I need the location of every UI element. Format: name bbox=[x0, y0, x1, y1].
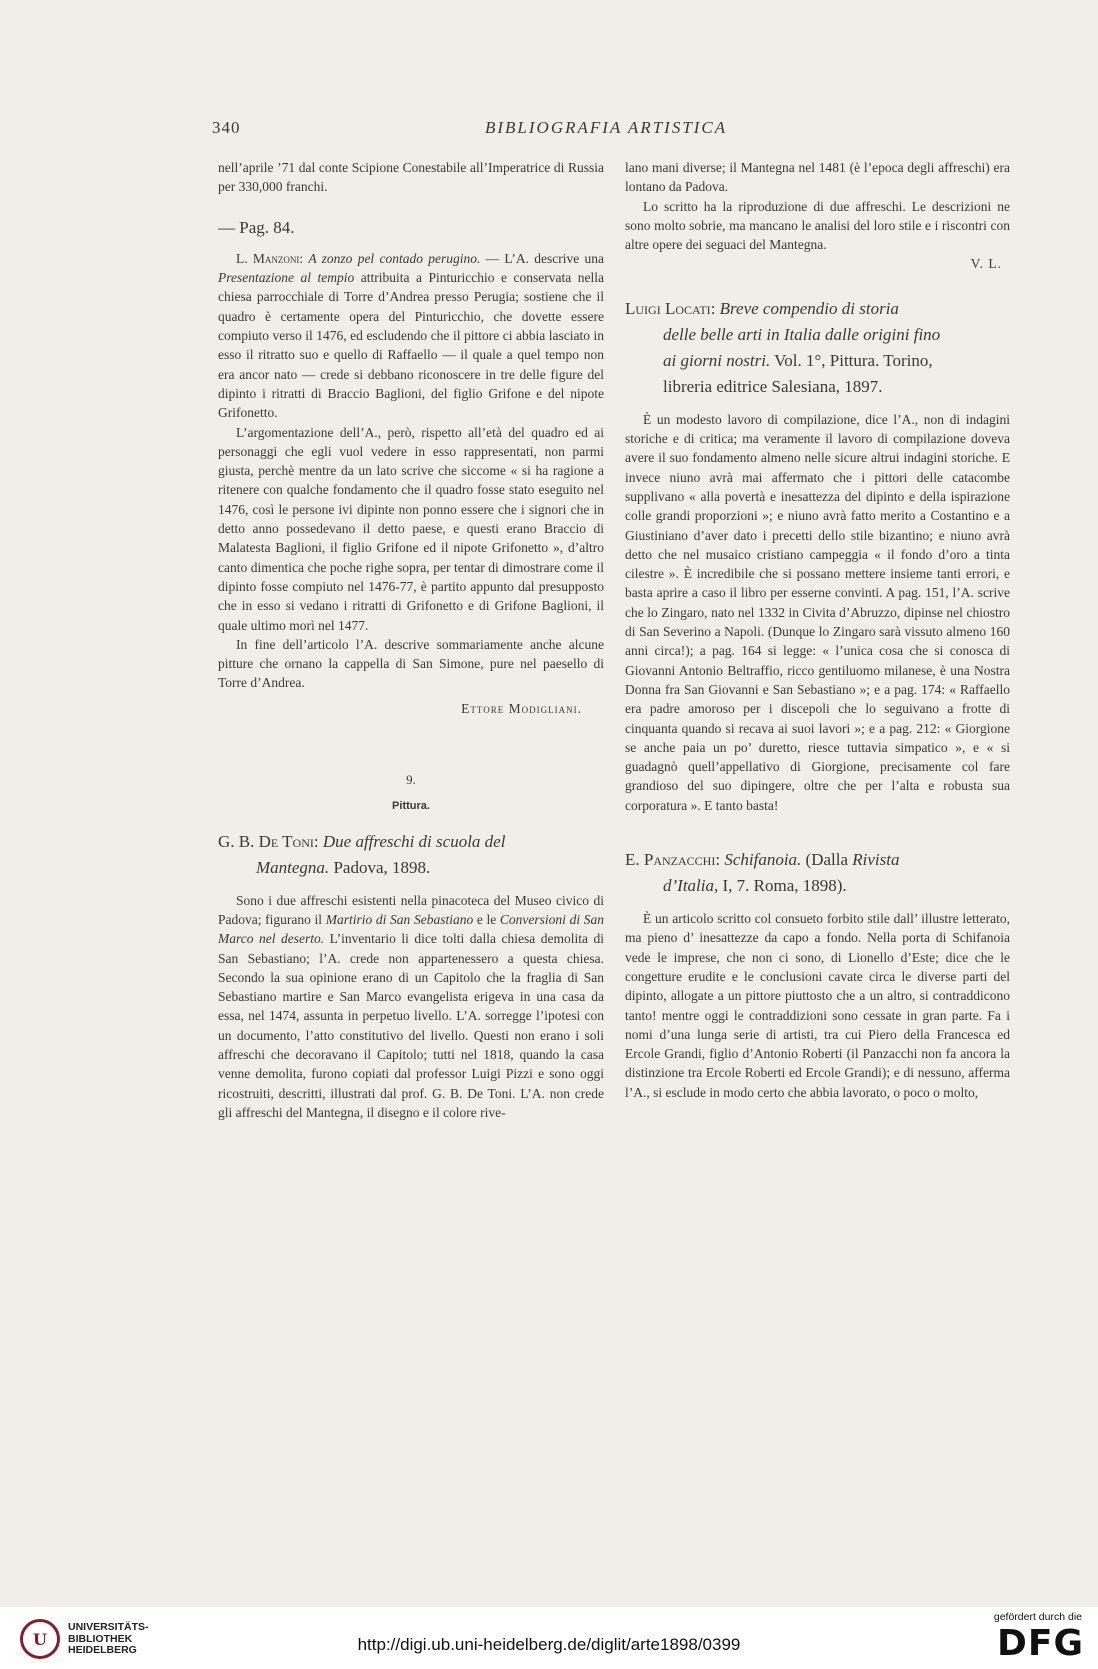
heading-continuation bbox=[625, 348, 1010, 374]
heading-continuation bbox=[218, 855, 604, 881]
author-name: G. B. De Toni bbox=[218, 831, 314, 851]
work-title: ai giorni nostri. bbox=[663, 350, 771, 370]
paragraph: nell’aprile ’71 dal conte Scipione Conestabile all’Imperatrice di Russia per 330,000 franchi. bbox=[218, 160, 604, 195]
work-title: Conversioni di San Marco nel deserto. bbox=[218, 911, 604, 947]
footer-bar bbox=[0, 1607, 1098, 1669]
text-run: L’inventario li dice tolti dalla chiesa demolita di San Sebastiano; l’A. crede non appartenessero a questa chiesa. Secondo la sua opinione erano di un Capitolo che la fraglia di San Sebastiano martire e San Marco evangelista erigeva in una casa da essa, nel 1474, assunta in perpetuo livello. L’A. sorregge l’ipotesi con un documento, l’atto constitutivo del livello. Questi non erano i soli affreschi che decoravano il Capitolo; tutti nel 1818, quando la casa venne demolita, furono copiati dal professor Luigi Pizzi e sono oggi ricostruiti, descritti, illustrati dal prof. G. B. De Toni. L’A. non crede gli affreschi del Mantegna, il disegno e il colore rive- bbox=[218, 931, 604, 1120]
paragraph: È un modesto lavoro di compilazione, dice l’A., non di indagini storiche e di critica; ma veramente il lavoro di compilazione doveva avere il suo fondamento almeno nelle sicure altrui indagini storiche. E invece niuno avrà mai affermato che i pittori delle catacombe supplivano « alla povertà e inesattezza del dipinto e della ispirazione colle grandi proporzioni »; e niuno avrà fatto merito a Costantino e a Giustiniano d’aver dato i precetti dello stile bizantino; e niuno avrà detto che nel musaico cristiano campeggia « il fondo d’oro a tinta cilestre ». È incredibile che si possano mettere insieme tanti errori, e basta aprire a caso il libro per esserne convinti. A pag. 151, l’A. scrive che lo Zingaro, nato nel 1332 in Civita d’Abruzzo, dipinse nel chiostro di San Severino a Napoli. (Dunque lo Zingaro sarà vissuto almeno 160 anni circa!); a pag. 164 si legge: « l’unica cosa che si conosca di Giovanni Antonio Beltraffio, ricco gentiluomo milanese, è una Nostra Donna fra San Giovanni e San Sebastiano »; e a pag. 174: « Raffaello era padre amoroso per i discepoli che lo seguivano a frotte di cinquanta quando si recava ai suoi lavori »; e a pag. 212: « Giorgione se anche paia un po’ duretto, riesce tuttavia simpatico », e « si guadagnò quell’appellativo di Giorgione, precisamente col fare grandioso del suo dipingere, oltre che per l’alta e robusta sua corporatura ». E tanto basta! bbox=[625, 411, 1010, 813]
journal-title: d’Italia, bbox=[663, 876, 719, 896]
text-run: attribuita a Pinturicchio e conservata nella chiesa parrocchiale di Torre d’Andrea presso Perugia; sostiene che il quadro è certamente opera del Pinturicchio, che dovette essere compiuto verso il 1476, ed escludendo che il pittore ci abbia lasciato in esso il ritratto suo e quello di Raffaello — il quale a quel tempo non era ancor nato — crede si debbano riconoscere in tre delle figure del dipinto i ritratti di Braccio Baglioni, del figlio Grifone e del nipote Grifonetto. bbox=[218, 270, 604, 421]
signature: V. L. bbox=[970, 256, 1002, 272]
entry-heading: E. Panzacchi: Schifanoia. (Dalla Rivista d’Italia, I, 7. Roma, 1898). bbox=[625, 847, 1010, 899]
right-column bbox=[625, 158, 1010, 1102]
text-run: — L’A. descrive una bbox=[480, 250, 604, 266]
author-name: Luigi Locati bbox=[625, 298, 711, 318]
work-title: Schifanoia. bbox=[724, 850, 802, 870]
text-run: e le bbox=[473, 911, 500, 927]
page-number: 340 bbox=[212, 118, 241, 137]
work-title: Due affreschi di scuola del bbox=[322, 831, 506, 851]
author-name: E. Panzacchi bbox=[625, 850, 716, 870]
library-name-line: BIBLIOTHEK bbox=[68, 1632, 133, 1645]
text-run: Padova, 1898. bbox=[329, 857, 431, 877]
left-column bbox=[218, 158, 604, 1122]
library-name-line: UNIVERSITÄTS- bbox=[68, 1621, 149, 1633]
page-reference: — Pag. 84. bbox=[218, 217, 295, 237]
journal-title: Rivista bbox=[852, 850, 900, 870]
text-run: Vol. 1°, Pittura. Torino, bbox=[770, 350, 933, 370]
work-title: Martirio di San Sebastiano bbox=[325, 911, 474, 927]
funding-note: gefördert durch die bbox=[993, 1611, 1082, 1623]
text-run: I, 7. Roma, 1898). bbox=[718, 876, 847, 896]
section-title: Pittura. bbox=[392, 800, 430, 813]
paragraph: L’argomentazione dell’A., però, rispetto all’età del quadro ed ai personaggi che egli vuol vedere in esso rappresentati, non parmi giusta, perchè mentre da un lato scrive che siccome « si ha ragione a ritenere con qualche fondamento che il quadro fosse stato eseguito nel 1476, così le persone ivi dipinte non ponno essere che i signori che in detto anno possedevano il detto paese, e questi erano Braccio di Malatesta Baglioni, il figlio Grifone ed il nipote Grifonetto », d’altro canto dimentica che poche righe sopra, per tentar di dimostrare come il dipinto fosse compiuto nel 1476-77, è partito appunto dal presupposto che in esso si vedano i ritratti di Grifonetto e di Grifone Baglioni, il quale ultimo morì nel 1477. bbox=[218, 424, 604, 633]
work-title: Presentazione al tempio bbox=[218, 270, 355, 286]
work-title: Breve compendio di storia bbox=[719, 298, 899, 318]
library-name-line: HEIDELBERG bbox=[68, 1644, 137, 1656]
paragraph: Lo scritto ha la riproduzione di due affreschi. Le descrizioni ne sono molto sobrie, ma mancano le analisi del loro stile e i riscontri con altre opere dei seguaci del Mantegna. bbox=[625, 198, 1010, 253]
paragraph: È un articolo scritto col consueto forbito stile dall’ illustre letterato, ma pieno d’ inesattezze da capo a fondo. Nella porta di Schifanoia vede le imprese, che non ci sono, di Lionello d’Este; dice che le congetture erudite e le conclusioni cavate circa le diverse parti del dipinto, allogate a un pittore piuttosto che a un altro, si contraddicono tanto! mentre oggi le contraddizioni sono cessate in gran parte. Fa i nomi d’una lunga serie di artisti, tra cui Piero della Francesca ed Ercole Grandi, figlio d’Antonio Roberti (il Panzacchi non fa ancora la distinzione tra Ercole Roberti ed Ercole Grandi); e di nessuno, afferma l’A., si esclude in modo certo che abbia lavorato, o poco o molto, bbox=[625, 911, 1010, 1100]
text-run: (Dalla bbox=[801, 850, 853, 870]
signature: Ettore Modigliani. bbox=[461, 700, 582, 716]
dfg-logo: DFG bbox=[996, 1623, 1084, 1664]
author-name: L. Manzoni bbox=[236, 250, 300, 266]
entry-heading: G. B. De Toni: Due affreschi di scuola del Mantegna. Padova, 1898. bbox=[218, 829, 604, 881]
text-run: Sono i due affreschi esistenti nella pinacoteca del Museo civico di Padova; figurano il bbox=[218, 892, 604, 927]
heading-continuation: libreria editrice Salesiana, 1897. bbox=[663, 376, 883, 396]
university-seal-icon: U bbox=[20, 1619, 60, 1659]
entry-heading: Luigi Locati: Breve compendio di storia delle belle arti in Italia dalle origini fino ai giorni nostri. Vol. 1°, Pittura. Torino, libreria editrice Salesiana, 1897. bbox=[625, 296, 1010, 400]
paragraph: In fine dell’articolo l’A. descrive sommariamente anche alcune pitture che ornano la cappella di San Simone, pure nel paesello di Torre d’Andrea. bbox=[218, 636, 604, 691]
work-title: delle belle arti in Italia dalle origini fino bbox=[663, 324, 941, 344]
work-title: A zonzo pel contado perugino. bbox=[308, 250, 481, 266]
heading-continuation bbox=[625, 873, 1010, 899]
section-number: 9. bbox=[406, 772, 416, 788]
paragraph: L. Manzoni: A zonzo pel contado perugino. — L’A. descrive una Presentazione al tempio attribuita a Pinturicchio e conservata nella chiesa parrocchiale di Torre d’Andrea presso Perugia; sostiene che il quadro è certamente opera del Pinturicchio, che dovette essere compiuto verso il 1476, ed escludendo che il pittore ci abbia lasciato in esso il ritratto suo e quello di Raffaello — il quale a quel tempo non era ancor nato — crede si debbano riconoscere in tre delle figure del dipinto i ritratti di Braccio Baglioni, del figlio Grifone e del nipote Grifonetto. bbox=[218, 250, 604, 421]
paragraph bbox=[218, 891, 604, 1123]
heading-continuation bbox=[625, 322, 1010, 348]
running-head: BIBLIOGRAFIA ARTISTICA bbox=[485, 118, 728, 137]
work-title: Mantegna. bbox=[256, 857, 330, 877]
permalink-url[interactable]: http://digi.ub.uni-heidelberg.de/diglit/arte1898/0399 bbox=[357, 1635, 741, 1654]
paragraph: lano mani diverse; il Mantegna nel 1481 (è l’epoca degli affreschi) era lontano da Padova. bbox=[625, 160, 1010, 195]
